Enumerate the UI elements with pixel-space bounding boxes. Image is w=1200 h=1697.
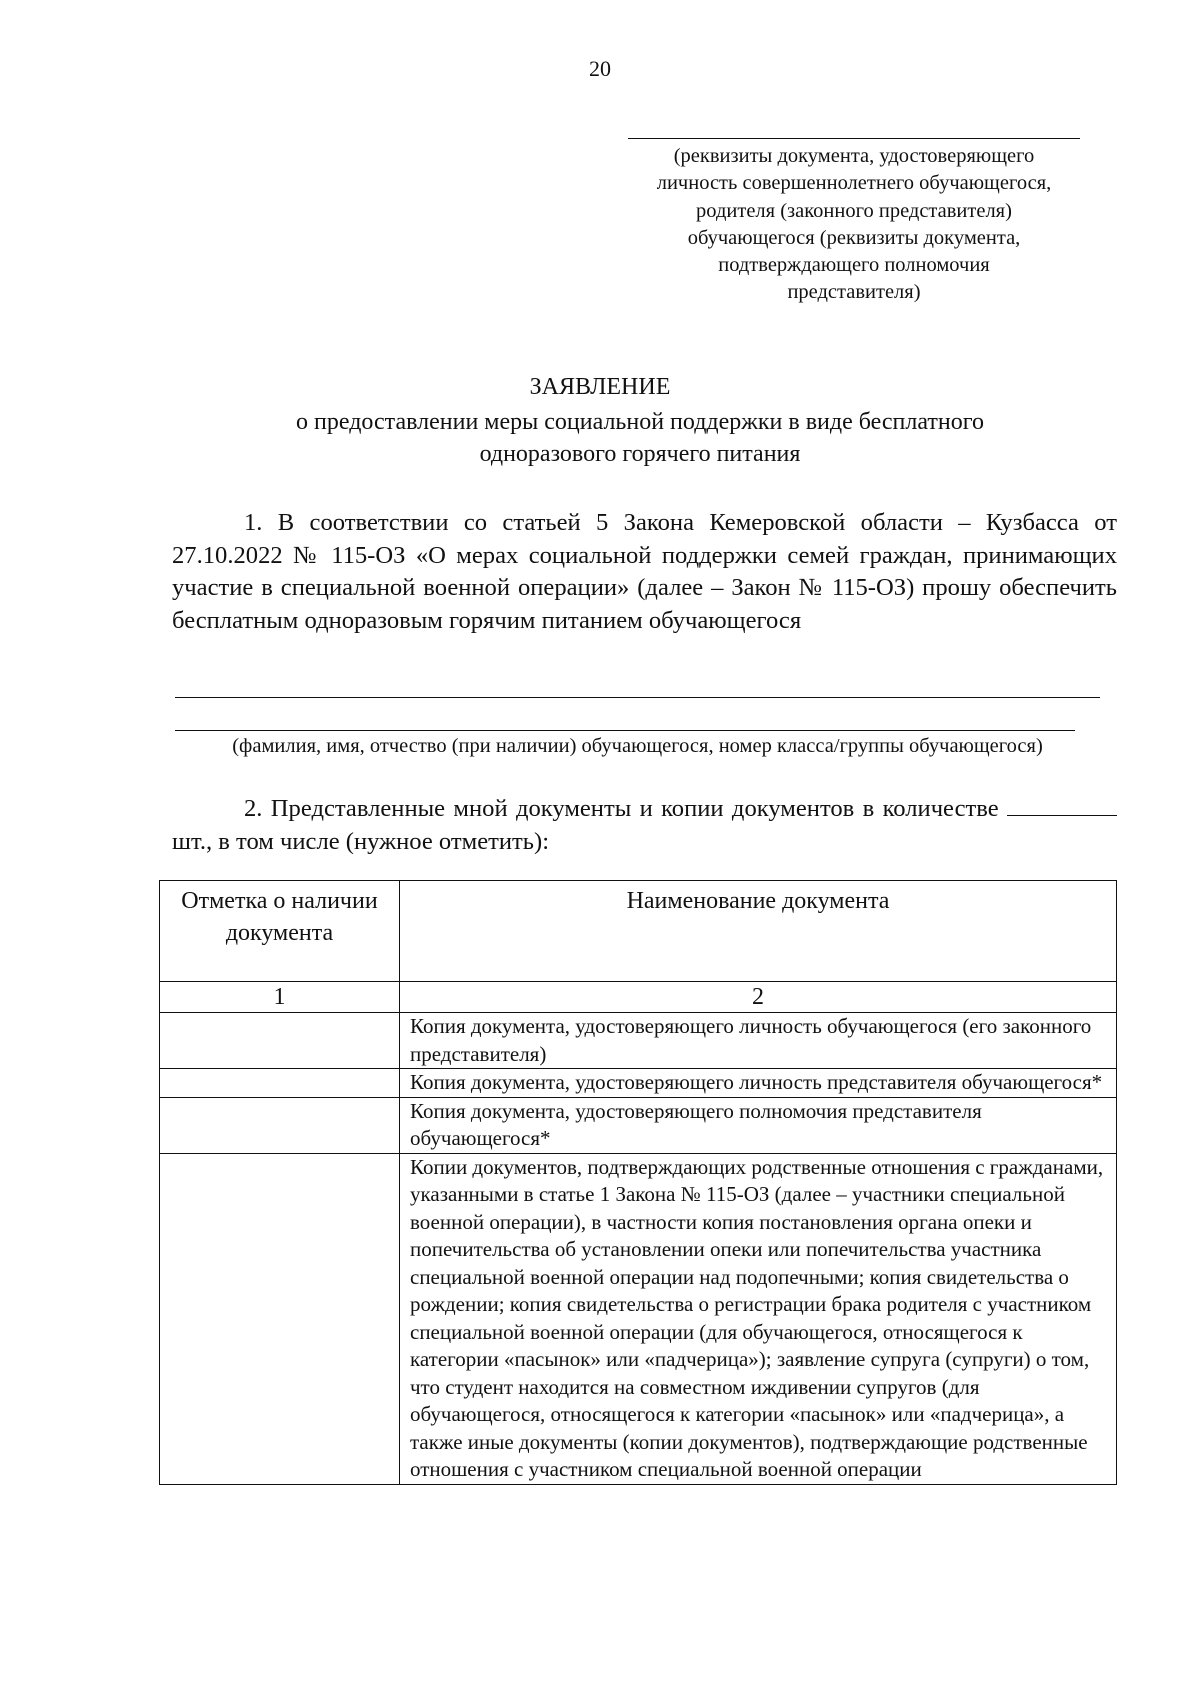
table-header-mark: Отметка о наличии документа [160,881,400,982]
document-name-cell: Копии документов, подтверждающих родственные отношения с гражданами, указанными в статье 1 Закона № 115-ОЗ (далее – участники специальной военной операции), в частности копия постановления органа опеки и попечительства об установлении опеки или попечительства участника специальной военной операции над подопечными; копия свидетельства о рождении; копия свидетельства о регистрации брака родителя с участником специальной военной операции (для обучающегося, относящегося к категории «пасынок» или «падчерица»); заявление супруга (супруги) о том, что студент находится на совместном иждивении супругов (для обучающегося, относящегося к категории «пасынок» или «падчерица», а также иные документы (копии документов), подтверждающие родственные отношения с участником специальной военной операции [400,1153,1117,1484]
document-mark-cell[interactable] [160,1153,400,1484]
requisites-caption-line: обучающегося (реквизиты документа, [687,226,1021,249]
document-mark-cell[interactable] [160,1013,400,1069]
document-name-cell: Копия документа, удостоверяющего личность обучающегося (его законного представителя) [400,1013,1117,1069]
requisites-fill-line [628,138,1080,139]
statement-title: ЗАЯВЛЕНИЕ [529,374,671,400]
requisites-caption-line: подтверждающего полномочия [718,254,990,277]
requisites-caption-line: родителя (законного представителя) [696,199,1012,222]
document-mark-cell[interactable] [160,1069,400,1098]
paragraph-documents-text-end: шт., в том числе (нужное отметить): [172,827,550,855]
document-name-cell: Копия документа, удостоверяющего личность представителя обучающегося* [400,1069,1117,1098]
documents-table [159,880,1117,1485]
requisites-caption-line: личность совершеннолетнего обучающегося, [656,172,1052,195]
requisites-caption [628,143,1080,307]
table-row [160,1153,1117,1484]
statement-subtitle-line: о предоставлении меры социальной поддержки в виде бесплатного [296,409,984,435]
table-row [160,1013,1117,1069]
table-row [160,1069,1117,1098]
table-header-name: Наименование документа [400,881,1117,982]
table-column-number: 2 [400,982,1117,1013]
table-column-number: 1 [160,982,400,1013]
table-number-row [160,982,1117,1013]
documents-count-blank [1007,795,1117,816]
document-name-cell: Копия документа, удостоверяющего полномочия представителя обучающегося* [400,1097,1117,1153]
requisites-block [628,138,1080,307]
page-number: 20 [589,56,611,81]
requisites-caption-line: (реквизиты документа, удостоверяющего [673,145,1035,167]
paragraph-documents [172,793,1117,858]
paragraph-documents-text: 2. Представленные мной документы и копии документов в количестве [244,795,999,822]
requisites-caption-line: представителя) [787,281,921,304]
student-caption: (фамилия, имя, отчество (при наличии) обучающегося, номер класса/группы обучающегося) [232,735,1043,757]
student-fill-line [175,730,1075,731]
document-mark-cell[interactable] [160,1097,400,1153]
paragraph-request: 1. В соответствии со статьей 5 Закона Кемеровской области – Кузбасса от 27.10.2022 № 115-ОЗ «О мерах социальной поддержки семей граждан, принимающих участие в специальной военной операции» (далее – Закон № 115-ОЗ) прошу обеспечить бесплатным одноразовым горячим питанием обучающегося [172,509,1117,634]
student-fill-line [175,697,1100,698]
table-header-row [160,881,1117,982]
statement-subtitle [220,406,1060,470]
table-row [160,1097,1117,1153]
statement-subtitle-line: одноразового горячего питания [479,441,801,467]
